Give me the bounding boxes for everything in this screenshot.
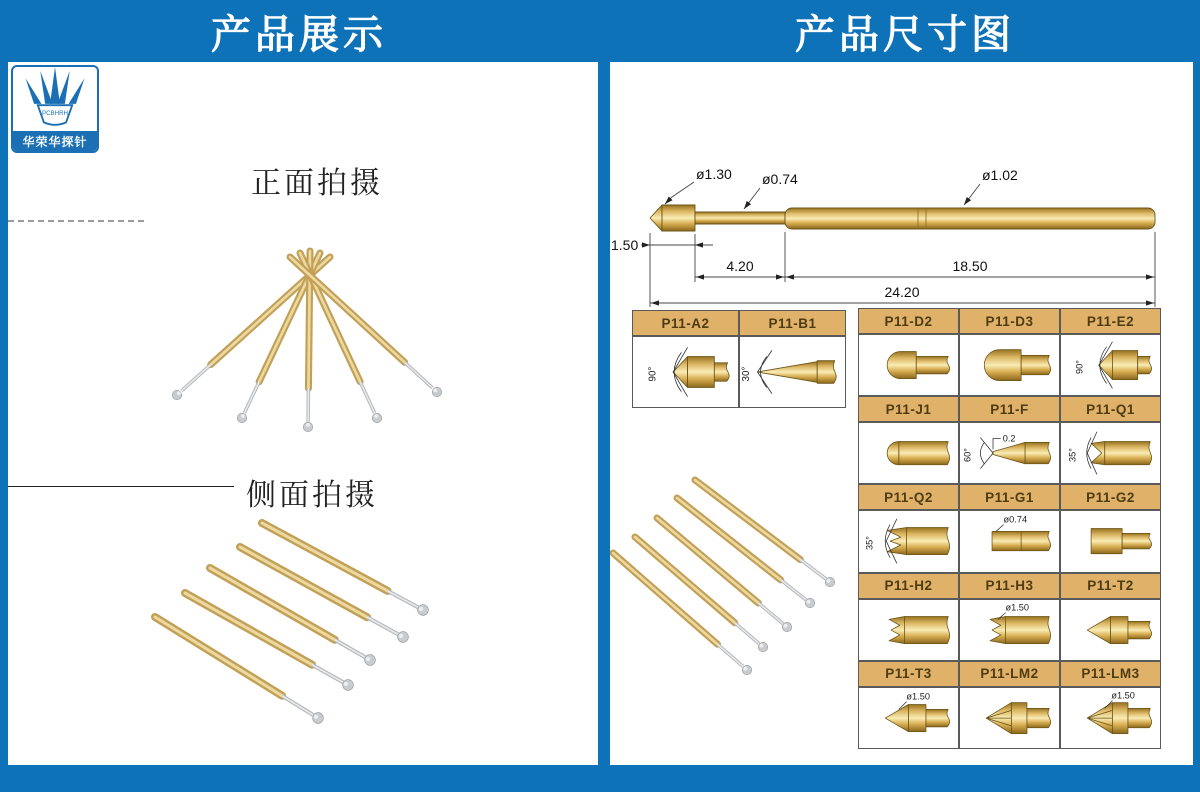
tip-profile-icon: [860, 336, 957, 394]
tip-profile-icon: [860, 512, 957, 570]
tip-type-label: [1060, 396, 1161, 422]
tip-profile-cell: [1060, 510, 1161, 572]
svg-text:ø1.50: ø1.50: [906, 691, 930, 701]
side-view-photo: [138, 492, 578, 792]
tip-profile-cell: [959, 687, 1060, 749]
left-section-title: 产品展示: [211, 3, 387, 60]
tip-profile-cell: [959, 510, 1060, 572]
tip-type-label: [858, 484, 959, 510]
front-view-photo: [138, 212, 578, 452]
tip-type-text: P11-T3: [885, 666, 932, 681]
dim-tip-diameter: ø1.30: [696, 166, 732, 182]
tip-type-label: [959, 308, 1060, 334]
tip-type-label: [1060, 573, 1161, 599]
dim-plunger-diameter: ø0.74: [762, 171, 798, 187]
tip-type-text: P11-A2: [661, 316, 709, 331]
svg-text:0.2: 0.2: [1003, 434, 1016, 444]
tip-profile-icon: [1062, 512, 1159, 570]
tip-type-label: [959, 661, 1060, 687]
tip-type-text: P11-T2: [1087, 578, 1134, 593]
tip-type-label: [1060, 484, 1161, 510]
tip-profile-icon: [961, 336, 1058, 394]
tip-type-label: [858, 661, 959, 687]
tip-type-label: [1060, 308, 1161, 334]
tip-type-label: [959, 484, 1060, 510]
tip-type-text: P11-G2: [1086, 490, 1135, 505]
logo-badge-text: PCBHRH: [42, 110, 68, 117]
tip-type-label: [858, 573, 959, 599]
tip-profile-cell: [959, 422, 1060, 484]
dim-total-length: 24.20: [884, 284, 919, 300]
tip-profile-icon: [961, 424, 1058, 482]
right-section-title: 产品尺寸图: [795, 3, 1015, 60]
tip-profile-cell: [858, 422, 959, 484]
svg-text:ø1.50: ø1.50: [1111, 690, 1135, 700]
dimension-panel: [610, 62, 1193, 765]
tip-profile-cell: [1060, 334, 1161, 396]
dim-head-length: 1.50: [611, 237, 638, 253]
tip-profile-icon: [1062, 601, 1159, 659]
tip-type-text: P11-G1: [985, 490, 1034, 505]
tip-type-label: [858, 308, 959, 334]
tip-type-text: P11-J1: [886, 402, 932, 417]
product-photos-panel: [8, 62, 598, 765]
tip-profile-cell: [959, 599, 1060, 661]
brand-name: 华荣华探针: [13, 131, 97, 151]
svg-text:90°: 90°: [1074, 360, 1084, 374]
side-label-leader-line: [8, 486, 234, 487]
dim-barrel-length: 18.50: [952, 258, 987, 274]
brand-logo: [11, 65, 99, 153]
tip-profile-icon: [741, 338, 844, 406]
tip-profile-icon: [860, 601, 957, 659]
svg-text:ø1.50: ø1.50: [1005, 602, 1029, 612]
tip-type-label: [632, 310, 739, 336]
tip-profile-cell: [858, 510, 959, 572]
tip-profile-icon: [961, 512, 1058, 570]
tip-type-label: [739, 310, 846, 336]
tip-profile-icon: [860, 689, 957, 747]
tip-profile-cell: [858, 687, 959, 749]
tip-profile-cell: [959, 334, 1060, 396]
svg-text:35°: 35°: [865, 536, 875, 550]
right-section-header: [610, 0, 1200, 62]
tip-type-label: [1060, 661, 1161, 687]
tip-profile-icon: [860, 424, 957, 482]
divider-dashed-line: [8, 220, 144, 222]
svg-text:90°: 90°: [648, 367, 659, 382]
tip-profile-icon: [961, 689, 1058, 747]
tip-profile-cell: [739, 336, 846, 408]
tip-type-text: P11-F: [990, 402, 1029, 417]
tip-profile-icon: [1062, 336, 1159, 394]
tip-type-text: P11-Q1: [1086, 402, 1135, 417]
svg-text:ø0.74: ø0.74: [1004, 515, 1028, 525]
tip-profile-icon: [961, 601, 1058, 659]
tip-profile-cell: [632, 336, 739, 408]
tip-type-label: [959, 396, 1060, 422]
tip-type-text: P11-D3: [985, 314, 1033, 329]
tip-profile-icon: [1062, 689, 1159, 747]
logo-crown-icon: [13, 67, 97, 131]
tip-profile-cell: [1060, 422, 1161, 484]
tip-table-right: [858, 308, 1161, 720]
tip-type-text: P11-Q2: [884, 490, 933, 505]
svg-text:60°: 60°: [963, 448, 973, 462]
tip-profile-cell: [1060, 599, 1161, 661]
front-photo-label: 正面拍摄: [251, 158, 383, 202]
dim-front-length: 4.20: [726, 258, 753, 274]
dimension-drawing: [610, 137, 1193, 312]
tip-type-text: P11-H3: [985, 578, 1033, 593]
tip-profile-cell: [1060, 687, 1161, 749]
tip-type-text: P11-B1: [768, 316, 816, 331]
probe-outline-drawing: [650, 205, 1155, 231]
left-section-header: [0, 0, 598, 62]
tip-type-text: P11-E2: [1087, 314, 1134, 329]
tip-profile-icon: [634, 338, 737, 406]
tip-type-text: P11-LM2: [980, 666, 1038, 681]
dim-barrel-diameter: ø1.02: [982, 167, 1018, 183]
tip-type-label: [959, 573, 1060, 599]
tip-profile-icon: [1062, 424, 1159, 482]
tip-type-label: [858, 396, 959, 422]
side-photo-label: 侧面拍摄: [246, 470, 378, 514]
tip-profile-cell: [858, 599, 959, 661]
svg-text:35°: 35°: [1068, 448, 1078, 462]
tip-type-text: P11-D2: [884, 314, 932, 329]
tip-profile-cell: [858, 334, 959, 396]
tip-type-text: P11-LM3: [1081, 666, 1139, 681]
tip-table-left: [632, 310, 846, 408]
probes-photo: [610, 462, 872, 754]
tip-type-text: P11-H2: [884, 578, 932, 593]
svg-text:30°: 30°: [741, 367, 752, 382]
